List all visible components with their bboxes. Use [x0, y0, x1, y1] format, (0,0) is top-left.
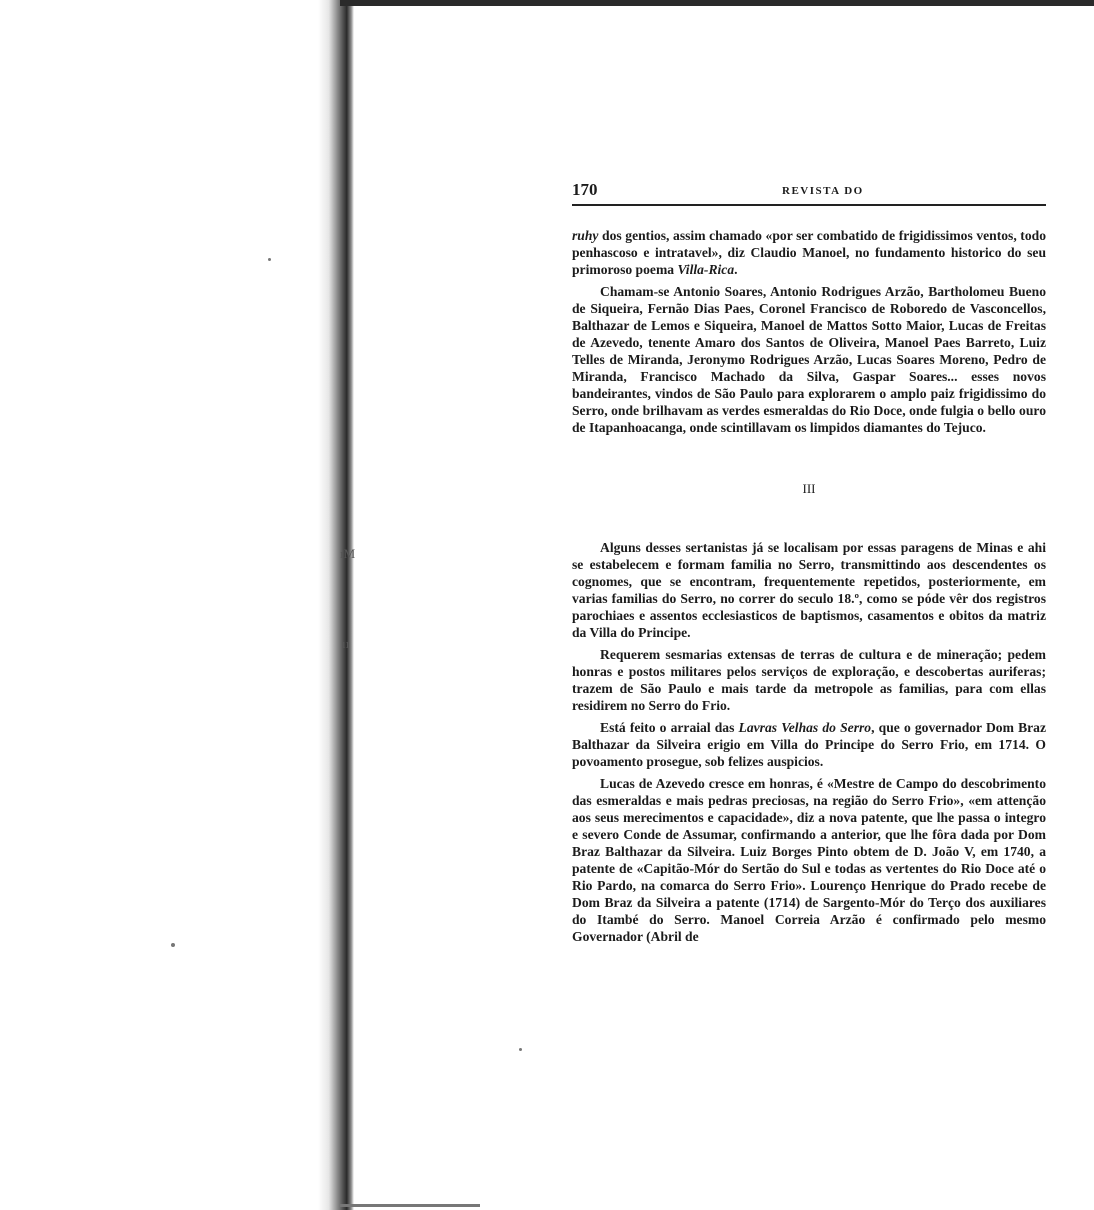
paragraph — [572, 719, 1046, 770]
italic-place: Lavras Velhas do Serro — [738, 720, 872, 735]
paragraph-text: . — [734, 262, 738, 277]
page-number: 170 — [572, 180, 598, 199]
paragraph: Chamam-se Antonio Soares, Antonio Rodrigues Arzão, Bartholomeu Bueno de Siqueira, Fernão Dias Paes, Coronel Francisco de Roboredo de Vasconcellos, Balthazar de Lemos e Siqueira, Manoel de Mattos Sotto Maior, Lucas de Freitas de Azevedo, tenente Amaro dos Santos de Oliveira, Manoel Paes Barreto, Luiz Telles de Miranda, Jeronymo Rodrigues Arzão, Lucas Soares Moreno, Pedro de Miranda, Francisco Machado da Silva, Gaspar Soares... esses novos bandeirantes, vindos de São Paulo para explorarem o amplo paiz frigidissimo do Serro, onde brilhavam as verdes esmeraldas do Rio Doce, onde fulgia o bello ouro de Itapanhoacanga, onde scintillavam os limpidos diamantes do Tejuco. — [572, 284, 1046, 435]
italic-title: Villa-Rica — [677, 262, 735, 277]
paragraph — [572, 227, 1046, 278]
scan-top-edge — [340, 0, 1094, 6]
margin-mark: ıM — [340, 546, 356, 561]
body-text — [572, 227, 1046, 945]
paragraph-text: dos gentios, assim chamado «por ser combatido de frigidissimos ventos, todo penhascoso e intratavel», diz Claudio Manoel, no fundamento historico do seu primoroso poema — [572, 228, 1046, 277]
italic-term: ruhy — [572, 228, 599, 243]
section-number: III — [802, 481, 816, 496]
paragraph-text: , que o governador Dom Braz Balthazar da Silveira erigio em Villa do Principe do Serro Frio, em 1714. O povoamento prosegue, sob felizes auspicios. — [572, 720, 1047, 769]
book-page — [572, 180, 1046, 945]
scan-speck — [171, 943, 175, 947]
scan-speck — [519, 1048, 522, 1051]
book-gutter — [318, 0, 354, 1210]
scan-bottom-edge — [340, 1204, 480, 1207]
running-head — [572, 180, 1046, 206]
scan-speck — [268, 258, 271, 261]
paragraph: Alguns desses sertanistas já se localisam por essas paragens de Minas e ahi se estabelecem e formam familia no Serro, transmittindo aos descendentes os cognomes, que se encontram, frequentemente repetidos, posteriormente, em varias familias do Serro, no correr do seculo 18.º, como se póde vêr dos registros parochiaes e assentos ecclesiasticos de baptismos, casamentos e obitos da matriz da Villa do Principe. — [572, 540, 1046, 640]
paragraph: Requerem sesmarias extensas de terras de cultura e de mineração; pedem honras e postos militares pelos serviços de exploração, e descobertas auriferas; trazem de São Paulo e mais tarde da metropole as familias, para com ellas residirem no Serro do Frio. — [572, 647, 1046, 713]
paragraph: Lucas de Azevedo cresce em honras, é «Mestre de Campo do descobrimento das esmeraldas e mais pedras preciosas, na região do Serro Frio», «em attenção aos seus merecimentos e capacidade», diz a nova patente, que lhe passa o integro e severo Conde de Assumar, confirmando a anterior, que lhe fôra dada por Dom Braz Balthazar da Silveira. Luiz Borges Pinto obtem de D. João V, em 1740, a patente de «Capitão-Mór do Sertão do Sul e todas as vertentes do Rio Doce até o Rio Pardo, na comarca do Serro Frio». Lourenço Henrique do Prado recebe de Dom Braz da Silveira a patente (1714) de Sargento-Mór do Terço dos auxiliares do Itambé do Serro. Manoel Correia Arzão é confirmado pelo mesmo Governador (Abril de — [572, 776, 1046, 944]
running-title: REVISTA DO — [782, 185, 864, 197]
paragraph-text: Está feito o arraial das — [600, 720, 739, 735]
margin-mark: ıı — [342, 636, 350, 651]
